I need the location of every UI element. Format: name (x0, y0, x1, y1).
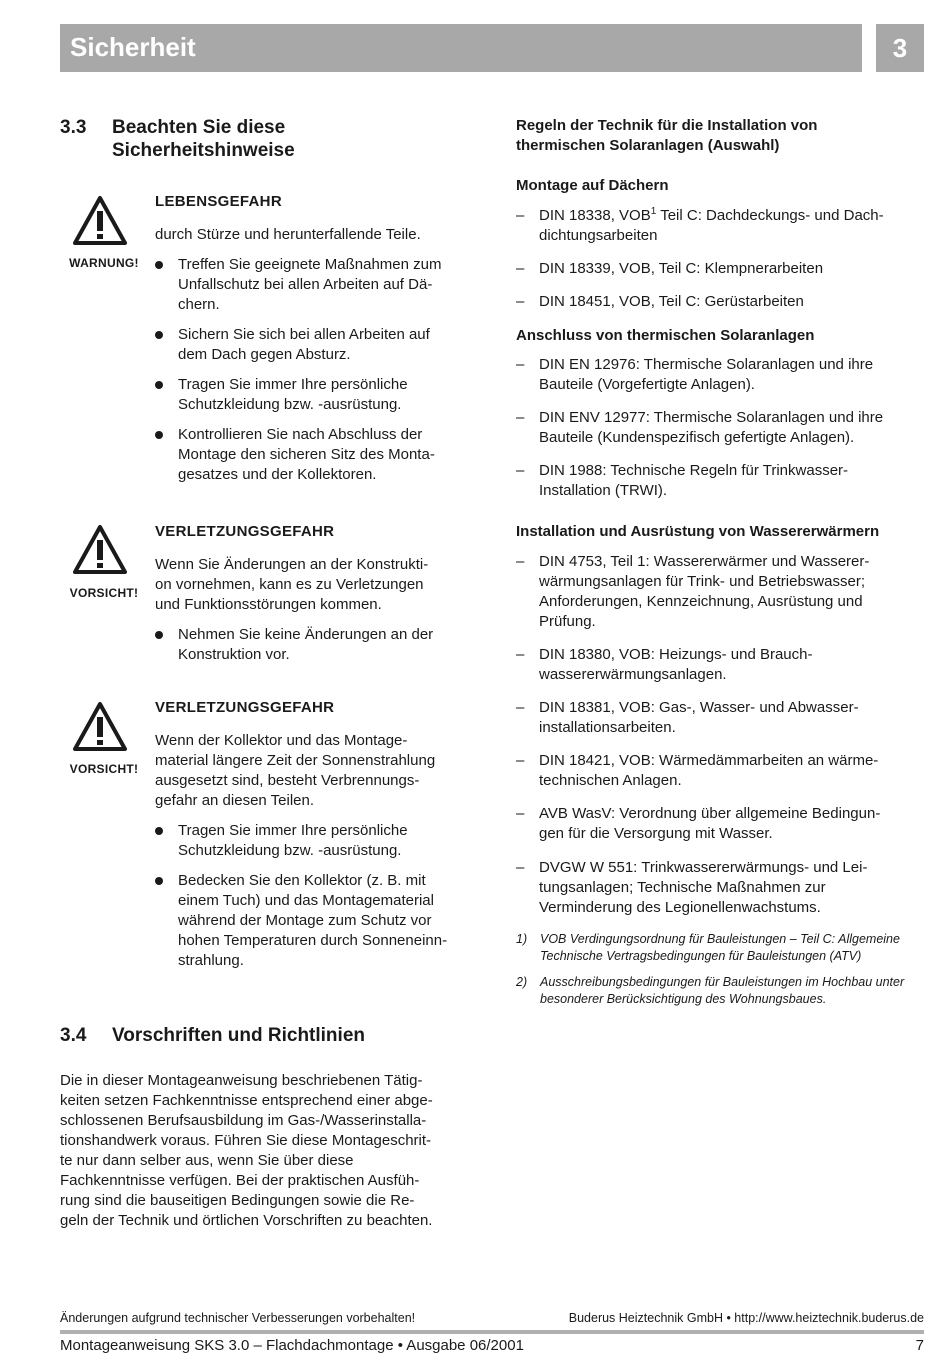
footnote-ref: 1 (650, 206, 657, 217)
list-item: – DIN EN 12976: Thermische Solaranlagen und ihre Bauteile (Vorgefertigte Anlagen). (516, 356, 874, 393)
list-item: Bedecken Sie den Kollektor (z. B. mit einem Tuch) und das Montagematerial während der Montage zum Schutz vor hohen Temperaturen durch Sonneneinn- strahlung. (155, 871, 465, 971)
list-item: – DIN 4753, Teil 1: Wassererwärmer und Wasserer- wärmungsanlagen für Trink- und Betriebswasser; Anforderungen, Kennzeichnung, Ausrüstung und Prüfung. (516, 553, 870, 630)
warning-label: VORSICHT! (69, 586, 139, 600)
list-item: – DIN 18339, VOB, Teil C: Klempnerarbeiten (516, 260, 824, 277)
chapter-title: Sicherheit (70, 32, 196, 62)
bullet-icon (155, 261, 163, 269)
footer-notice: Änderungen aufgrund technischer Verbesserungen vorbehalten! (60, 1311, 416, 1325)
list-item: – DIN 18338, VOB$^1$ Teil C: Dachdeckungs- und Dach- dichtungsarbeiten (516, 206, 884, 244)
bullet-icon (155, 631, 163, 639)
bullet-icon (155, 877, 163, 885)
bullet-icon (155, 431, 163, 439)
warning-triangle-icon (72, 700, 128, 752)
footnote: 1) VOB Verdingungsordnung für Bauleistungen – Teil C: Allgemeine Technische Vertragsbedingungen für Bauleistungen (ATV) (516, 932, 900, 963)
list-item: Sichern Sie sich bei allen Arbeiten auf dem Dach gegen Absturz. (155, 325, 465, 365)
chapter-number: 3 (876, 24, 924, 72)
list-item: – DIN ENV 12977: Thermische Solaranlagen und ihre Bauteile (Kundenspezifisch gefertigte Anlagen). (516, 409, 884, 446)
warning-title: LEBENSGEFAHR (155, 193, 282, 210)
list-item: Tragen Sie immer Ihre persönliche Schutzkleidung bzw. -ausrüstung. (155, 821, 465, 861)
warning-triangle-icon (72, 194, 128, 246)
group-title: Montage auf Dächern (516, 177, 669, 194)
warning-title: VERLETZUNGSGEFAHR (155, 523, 335, 540)
warning-text: durch Stürze und herunterfallende Teile. (155, 226, 421, 243)
warning-triangle-icon (72, 523, 128, 575)
section-body-text: Die in dieser Montageanweisung beschriebenen Tätig- keiten setzen Fachkenntnisse entsprechend einer abge- schlossenen Berufsausbildung im Gas-/Wasserinstalla- tionshandwerk voraus. Führen Sie diese Montageschrit- te nur dann selber aus, wenn Sie über diese Fachkenntnisse verfügen. Bei der praktischen Ausfüh- rung sind die bauseitigen Bedingungen sowie die Re- geln der Technik und örtlichen Vorschriften zu beachten. (60, 1072, 433, 1229)
warning-text: Wenn der Kollektor und das Montage- material längere Zeit der Sonnenstrahlung ausgesetzt sind, besteht Verbrennungs- gefahr an diesen Teilen. (155, 732, 436, 809)
bullet-icon (155, 381, 163, 389)
page-number: 7 (915, 1337, 924, 1354)
list-item: – DIN 18421, VOB: Wärmedämmarbeiten an wärme- technischen Anlagen. (516, 752, 879, 789)
warning-label: WARNUNG! (69, 256, 139, 270)
section-title: Vorschriften und Richtlinien (112, 1025, 365, 1046)
warning-text: Wenn Sie Änderungen an der Konstrukti- on vornehmen, kann es zu Verletzungen und Funktionsstörungen kommen. (155, 556, 429, 613)
list-item: Tragen Sie immer Ihre persönliche Schutzkleidung bzw. -ausrüstung. (155, 375, 465, 415)
footer-divider (60, 1330, 924, 1334)
footer-document-title: Montageanweisung SKS 3.0 – Flachdachmontage • Ausgabe 06/2001 (60, 1337, 524, 1354)
section-number: 3.3 (60, 117, 87, 138)
list-item: Nehmen Sie keine Änderungen an der Konstruktion vor. (155, 625, 465, 665)
group-title: Installation und Ausrüstung von Wassererwärmern (516, 523, 880, 540)
list-item: – DIN 1988: Technische Regeln für Trinkwasser- Installation (TRWI). (516, 462, 849, 499)
list-item: – AVB WasV: Verordnung über allgemeine Bedingun- gen für die Versorgung mit Wasser. (516, 805, 881, 842)
footer-company: Buderus Heiztechnik GmbH • http://www.heiztechnik.buderus.de (568, 1311, 924, 1325)
section-title: Beachten Sie diese Sicherheitshinweise (112, 117, 295, 161)
bullet-icon (155, 331, 163, 339)
list-item: – DIN 18381, VOB: Gas-, Wasser- und Abwasser- installationsarbeiten. (516, 699, 859, 736)
list-item: – DVGW W 551: Trinkwassererwärmungs- und Lei- tungsanlagen; Technische Maßnahmen zur Verminderung des Legionellenwachstums. (516, 859, 868, 916)
rules-heading: Regeln der Technik für die Installation von thermischen Solaranlagen (Auswahl) (516, 117, 818, 154)
section-number: 3.4 (60, 1025, 87, 1046)
list-item: Treffen Sie geeignete Maßnahmen zum Unfallschutz bei allen Arbeiten auf Dä- chern. (155, 255, 465, 315)
group-title: Anschluss von thermischen Solaranlagen (516, 327, 815, 344)
list-item: Kontrollieren Sie nach Abschluss der Montage den sicheren Sitz des Monta- gesatzes und der Kollektoren. (155, 425, 465, 485)
list-item: – DIN 18451, VOB, Teil C: Gerüstarbeiten (516, 293, 804, 310)
warning-label: VORSICHT! (69, 762, 139, 776)
list-item: – DIN 18380, VOB: Heizungs- und Brauch- wassererwärmungsanlagen. (516, 646, 813, 683)
footnote: 2) Ausschreibungsbedingungen für Bauleistungen im Hochbau unter besonderer Berücksichtigung des Wohnungsbaues. (516, 975, 905, 1006)
bullet-icon (155, 827, 163, 835)
warning-title: VERLETZUNGSGEFAHR (155, 699, 335, 716)
chapter-header-bar (60, 24, 862, 72)
